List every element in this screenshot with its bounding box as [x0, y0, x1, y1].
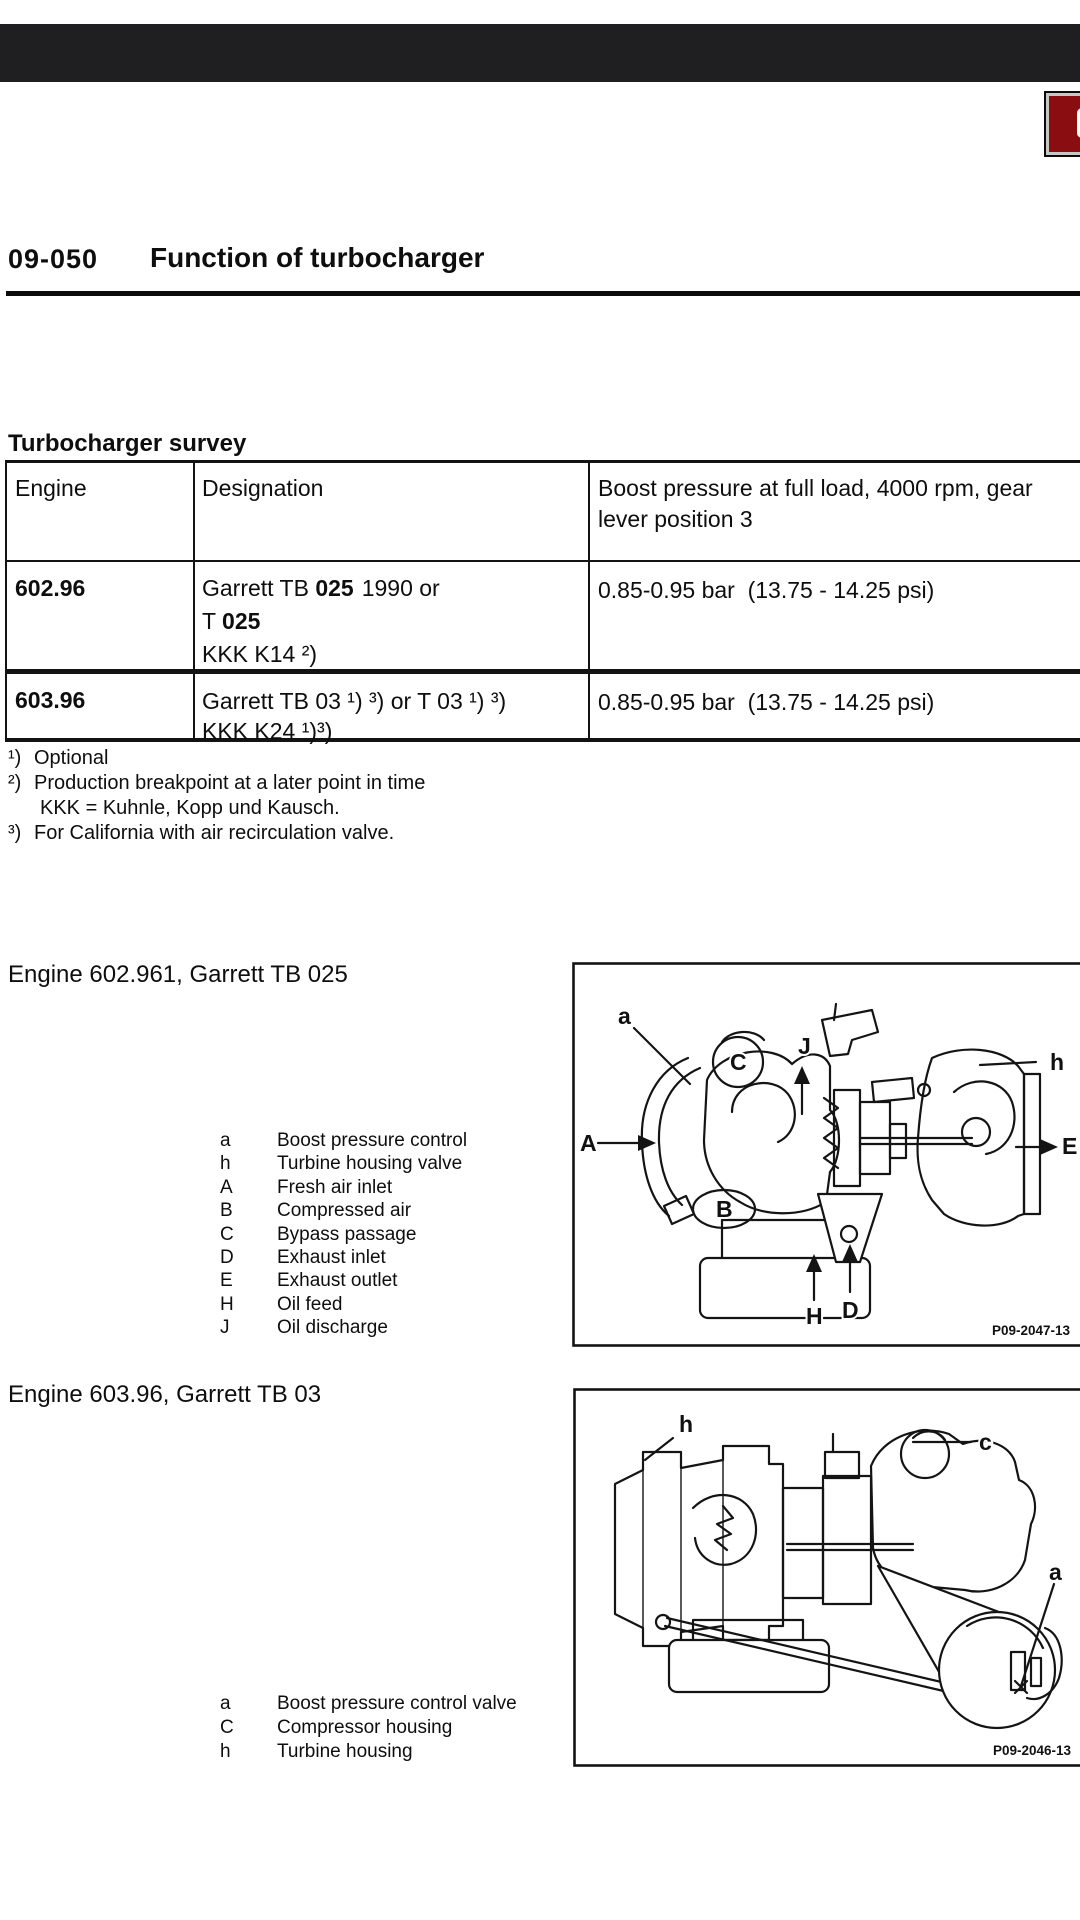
legend-label: Turbine housing: [277, 1741, 413, 1762]
turbocharger-cross-section-602: [572, 962, 1080, 1347]
callout-E: E: [1062, 1133, 1078, 1159]
legend-key: C: [220, 1223, 234, 1245]
figure1-heading: Engine 602.961, Garrett TB 025: [8, 961, 348, 988]
legend-item: [220, 1176, 467, 1199]
viewer-badge-button[interactable]: [1044, 91, 1080, 157]
designation-text: 1990 or: [361, 575, 440, 601]
figure2-diagram: [573, 1388, 1080, 1772]
footnote-marker: ²): [8, 772, 22, 794]
designation-line: Garrett TB 03 ¹) ³) or T 03 ¹) ³): [202, 688, 507, 714]
viewer-top-bar: [0, 24, 1080, 82]
legend-key: D: [220, 1247, 234, 1269]
legend-item: [220, 1692, 517, 1716]
legend-label: Oil feed: [277, 1293, 343, 1315]
footnote: [8, 796, 425, 821]
legend-item: [220, 1716, 517, 1740]
table-header-row: [7, 463, 1080, 562]
footnote-marker: ³): [8, 822, 22, 844]
callout-c: c: [979, 1429, 992, 1455]
legend-item: [220, 1199, 467, 1222]
legend-key: a: [220, 1693, 231, 1714]
legend-key: a: [220, 1130, 231, 1151]
legend-item: [220, 1740, 517, 1764]
figure2-heading: Engine 603.96, Garrett TB 03: [8, 1381, 322, 1408]
callout-C: C: [730, 1049, 747, 1075]
legend-key: J: [220, 1317, 230, 1339]
designation-text: Garrett TB: [202, 575, 309, 601]
footnotes: [8, 746, 425, 846]
legend-key: E: [220, 1270, 233, 1292]
callout-H: H: [806, 1303, 823, 1329]
footnote-marker: ¹): [8, 747, 22, 769]
designation-model-bold: 025: [222, 608, 261, 634]
legend-label: Compressed air: [277, 1200, 412, 1222]
legend-item: [220, 1246, 467, 1269]
table-row: [7, 562, 1080, 674]
engine-cell: 602.96: [7, 562, 195, 669]
legend-item: [220, 1316, 467, 1339]
footnote-text: KKK = Kuhnle, Kopp und Kausch.: [40, 797, 340, 819]
red-badge-icon: [1046, 93, 1080, 155]
footnote: [8, 771, 425, 796]
footnote: [8, 821, 425, 846]
figure1-part-number: P09-2047-13: [991, 1323, 1070, 1338]
figure2-part-number: P09-2046-13: [992, 1743, 1071, 1758]
figure1-legend: [220, 1129, 467, 1340]
designation-cell: [195, 674, 590, 744]
callout-D: D: [842, 1297, 859, 1323]
legend-label: Boost pressure control valve: [277, 1693, 517, 1714]
legend-label: Fresh air inlet: [277, 1176, 393, 1198]
legend-label: Oil discharge: [277, 1317, 388, 1339]
legend-item: [220, 1293, 467, 1316]
callout-h: h: [1050, 1049, 1065, 1075]
turbocharger-cross-section-603: [573, 1388, 1080, 1767]
boost-cell: 0.85-0.95 bar (13.75 - 14.25 psi): [598, 689, 935, 715]
callout-B: B: [716, 1196, 733, 1222]
legend-item: [220, 1152, 467, 1175]
title-rule: [6, 291, 1080, 296]
footnote: [8, 746, 425, 771]
footnote-text: Optional: [34, 747, 109, 769]
column-header-designation: Designation: [195, 463, 590, 560]
column-header-boost: Boost pressure at full load, 4000 rpm, gear lever position 3: [598, 475, 1033, 532]
legend-key: h: [220, 1741, 231, 1762]
designation-line: [202, 572, 580, 605]
callout-h: h: [679, 1411, 694, 1437]
callout-a: a: [1049, 1559, 1062, 1585]
survey-title: Turbocharger survey: [8, 430, 247, 457]
footnote-text: Production breakpoint at a later point in time: [34, 772, 426, 794]
boost-cell: 0.85-0.95 bar (13.75 - 14.25 psi): [598, 577, 935, 603]
page-title: Function of turbocharger: [150, 242, 485, 273]
legend-label: Exhaust inlet: [277, 1247, 386, 1269]
designation-line: KKK K24 ¹)³): [202, 718, 333, 744]
callout-A: A: [580, 1130, 597, 1156]
designation-text: T: [202, 608, 216, 634]
legend-label: Turbine housing valve: [277, 1153, 463, 1175]
designation-line: KKK K14 ²): [202, 641, 318, 667]
legend-item: [220, 1269, 467, 1292]
legend-key: H: [220, 1293, 234, 1315]
table-row: [7, 674, 1080, 742]
designation-model-bold: 025: [315, 575, 354, 601]
designation-line: [202, 605, 580, 638]
designation-cell: [195, 562, 590, 669]
callout-J: J: [798, 1033, 811, 1059]
legend-key: B: [220, 1200, 233, 1222]
turbocharger-survey-table: [5, 460, 1080, 742]
engine-cell: 603.96: [7, 674, 195, 738]
legend-label: Compressor housing: [277, 1717, 453, 1738]
legend-label: Boost pressure control: [277, 1130, 468, 1151]
figure2-legend: [220, 1692, 517, 1764]
figure1-diagram: [572, 962, 1080, 1352]
footnote-text: For California with air recirculation valve.: [34, 822, 395, 844]
legend-item: [220, 1129, 467, 1152]
legend-key: h: [220, 1153, 231, 1175]
legend-key: A: [220, 1176, 233, 1198]
section-code: 09-050: [8, 244, 99, 274]
legend-label: Bypass passage: [277, 1223, 417, 1245]
column-header-engine: Engine: [7, 463, 195, 560]
callout-a: a: [618, 1003, 631, 1029]
legend-label: Exhaust outlet: [277, 1270, 398, 1292]
legend-item: [220, 1223, 467, 1246]
legend-key: C: [220, 1717, 234, 1738]
